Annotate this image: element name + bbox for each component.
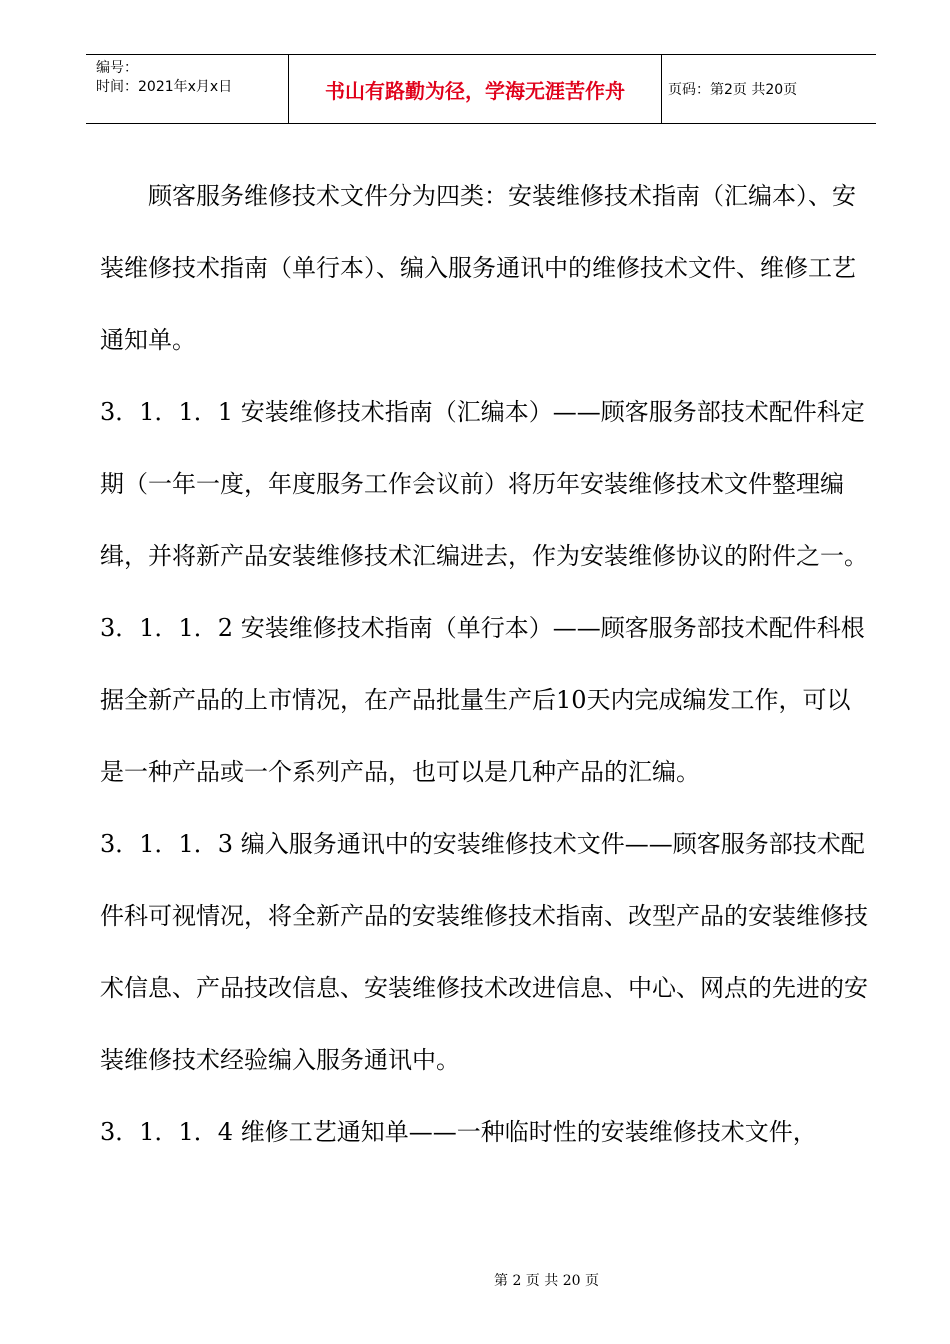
paragraph-3-1-1-2: 3．1．1．2 安装维修技术指南（单行本）——顾客服务部技术配件科根据全新产品的上市情况，在产品批量生产后10天内完成编发工作，可以是一种产品或一个系列产品，也可以是几种产品的汇编。 [100,614,865,786]
paragraph-3-1-1-1: 3．1．1．1 安装维修技术指南（汇编本）——顾客服务部技术配件科定期（一年一度，年度服务工作会议前）将历年安装维修技术文件整理编缉，并将新产品安装维修技术汇编进去，作为安装维修协议的附件之一。 [100,398,868,570]
page-header [86,54,876,124]
header-meta [96,59,291,97]
page-footer [0,1270,950,1290]
footer-page-number: 第 2 页 共 20 页 [494,1273,599,1289]
paragraph-3-1-1-3: 3．1．1．3 编入服务通讯中的安装维修技术文件——顾客服务部技术配件科可视情况，将全新产品的安装维修技术指南、改型产品的安装维修技术信息、产品技改信息、安装维修技术改进信息、中心、网点的先进的安装维修技术经验编入服务通讯中。 [100,830,868,1074]
header-page-info: 页码：第2页 共20页 [668,82,798,98]
document-body [100,160,870,1168]
document-number-label: 编号： [96,60,138,76]
header-motto: 书山有路勤为径，学海无涯苦作舟 [288,55,662,123]
paragraph-3-1-1-4: 3．1．1．4 维修工艺通知单——一种临时性的安装维修技术文件， [100,1118,817,1146]
paragraph-intro: 顾客服务维修技术文件分为四类：安装维修技术指南（汇编本）、安装维修技术指南（单行本）、编入服务通讯中的维修技术文件、维修工艺通知单。 [100,182,856,354]
document-date: 时间：2021年x月x日 [96,79,233,95]
